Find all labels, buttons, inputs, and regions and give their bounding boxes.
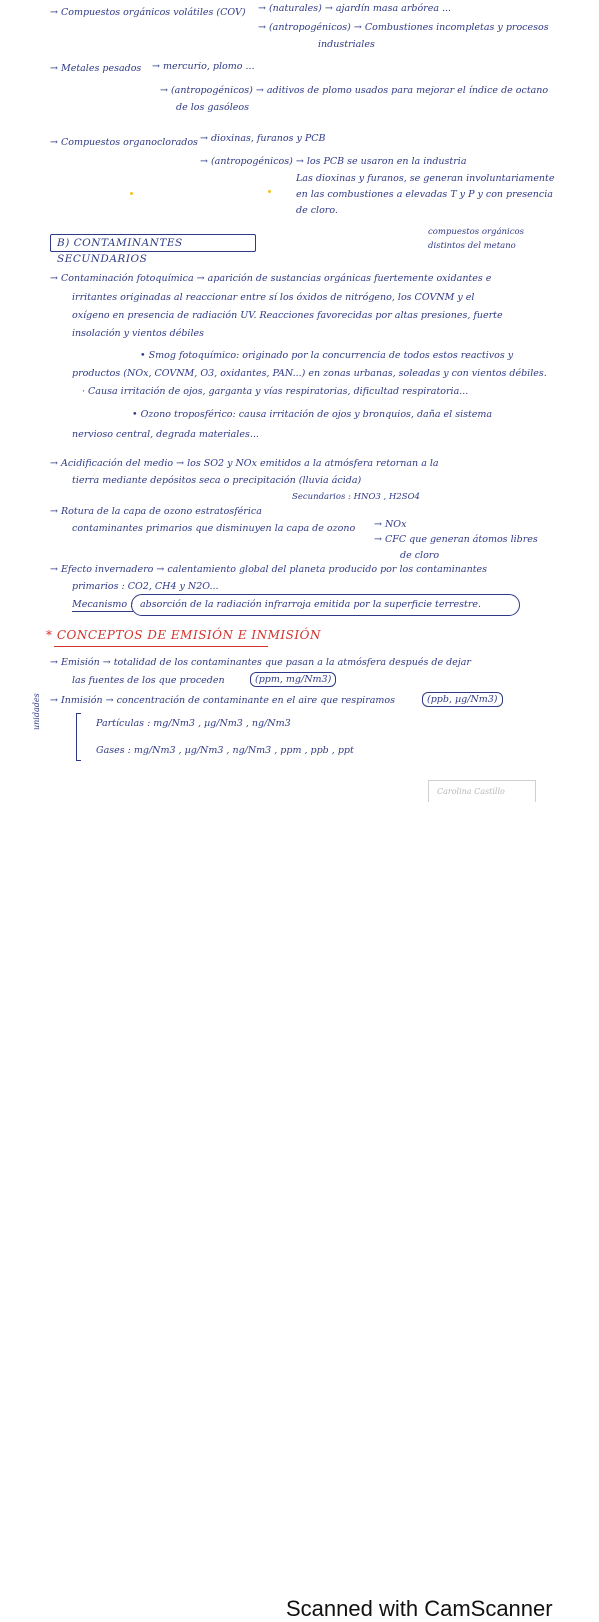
side-note-1: compuestos orgánicos bbox=[428, 227, 524, 237]
organochlorine-heading: → Compuestos organoclorados bbox=[50, 137, 198, 148]
greenhouse-mechanism-text: absorción de la radiación infrarroja emitida por la superficie terrestre. bbox=[140, 599, 482, 610]
cov-anthropogenic: → (antropogénicos) → Combustiones incompletas y procesos bbox=[258, 22, 549, 33]
photochemical-line-4: insolación y vientos débiles bbox=[72, 328, 204, 339]
greenhouse-mechanism-label: Mecanismo : bbox=[72, 599, 134, 610]
units-gases: Gases : mg/Nm3 , µg/Nm3 , ng/Nm3 , ppm , ppb , ppt bbox=[96, 745, 354, 756]
smog-line-2: productos (NOx, COVNM, O3, oxidantes, PAN...) en zonas urbanas, soleadas y con vientos débiles. bbox=[72, 368, 547, 379]
immission-line-1: → Inmisión → concentración de contaminante en el aire que respiramos bbox=[50, 695, 396, 706]
organochlorine-line-d: Las dioxinas y furanos, se generan involuntariamente bbox=[296, 173, 555, 184]
scanner-footer bbox=[0, 780, 599, 1621]
emission-line-2: las fuentes de los que proceden bbox=[72, 675, 225, 686]
smog-line-3: · Causa irritación de ojos, garganta y vías respiratorias, dificultad respiratoria... bbox=[82, 386, 469, 397]
organochlorine-line-e: en las combustiones a elevadas T y P y con presencia bbox=[296, 189, 553, 200]
ozone-layer-nox: → NOx bbox=[374, 519, 407, 530]
emission-line-1: → Emisión → totalidad de los contaminantes que pasan a la atmósfera después de dejar bbox=[50, 657, 471, 668]
notes-page bbox=[0, 0, 599, 780]
highlighter-dot bbox=[268, 190, 271, 193]
ozone-layer-cfc-cont: de cloro bbox=[400, 550, 440, 561]
cov-natural: → (naturales) → ajardín masa arbórea ... bbox=[258, 3, 452, 14]
smog-line-1: • Smog fotoquímico: originado por la concurrencia de todos estos reactivos y bbox=[140, 350, 514, 361]
units-side-label: unidades bbox=[32, 693, 41, 730]
section-c-title: * CONCEPTOS DE EMISIÓN E INMISIÓN bbox=[46, 628, 321, 642]
photochemical-line-1: → Contaminación fotoquímica → aparición de sustancias orgánicas fuertemente oxidantes e bbox=[50, 273, 492, 284]
emission-units: (ppm, mg/Nm3) bbox=[250, 672, 336, 687]
cov-heading: → Compuestos orgánicos volátiles (COV) bbox=[50, 7, 246, 18]
units-particles: Partículas : mg/Nm3 , µg/Nm3 , ng/Nm3 bbox=[96, 718, 291, 729]
camscanner-watermark: Scanned with CamScanner bbox=[286, 1596, 553, 1621]
section-c-underline bbox=[54, 646, 268, 647]
metals-anthropogenic: → (antropogénicos) → aditivos de plomo usados para mejorar el índice de octano bbox=[160, 85, 549, 96]
immission-units: (ppb, µg/Nm3) bbox=[422, 692, 503, 707]
acidification-line-1: → Acidificación del medio → los SO2 y NOx emitidos a la atmósfera retornan a la bbox=[50, 458, 439, 469]
ozone-layer-line-2: contaminantes primarios que disminuyen la capa de ozono bbox=[72, 523, 356, 534]
acidification-secondaries: Secundarios : HNO3 , H2SO4 bbox=[292, 492, 420, 502]
organochlorine-line-f: de cloro. bbox=[296, 205, 338, 216]
units-brace bbox=[76, 713, 81, 761]
ozone-layer-line-1: → Rotura de la capa de ozono estratosférica bbox=[50, 506, 262, 517]
organochlorine-anthropogenic: → (antropogénicos) → los PCB se usaron en la industria bbox=[200, 156, 467, 167]
metals-heading: → Metales pesados bbox=[50, 63, 142, 74]
greenhouse-line-2: primarios : CO2, CH4 y N2O... bbox=[72, 581, 219, 592]
greenhouse-line-1: → Efecto invernadero → calentamiento global del planeta producido por los contaminantes bbox=[50, 564, 488, 575]
side-note-2: distintos del metano bbox=[428, 241, 516, 251]
highlighter-dot bbox=[130, 192, 133, 195]
ozone-line-1: • Ozono troposférico: causa irritación de ojos y bronquios, daña el sistema bbox=[132, 409, 493, 420]
ozone-layer-cfc: → CFC que generan átomos libres bbox=[374, 534, 538, 545]
cov-anthropogenic-cont: industriales bbox=[318, 39, 375, 50]
organochlorine-examples: → dioxinas, furanos y PCB bbox=[200, 133, 326, 144]
photochemical-line-3: oxígeno en presencia de radiación UV. Reacciones favorecidas por altas presiones, fuerte bbox=[72, 310, 503, 321]
metals-examples: → mercurio, plomo ... bbox=[152, 61, 255, 72]
author-stamp: Carolina Castillo bbox=[428, 780, 536, 802]
acidification-line-2: tierra mediante depósitos seca o precipitación (lluvia ácida) bbox=[72, 475, 362, 486]
section-b-title: B) CONTAMINANTES SECUNDARIOS bbox=[50, 234, 256, 252]
metals-anthropogenic-cont: de los gasóleos bbox=[176, 102, 249, 113]
photochemical-line-2: irritantes originadas al reaccionar entre sí los óxidos de nitrógeno, los COVNM y el bbox=[72, 292, 475, 303]
ozone-line-2: nervioso central, degrada materiales... bbox=[72, 429, 259, 440]
